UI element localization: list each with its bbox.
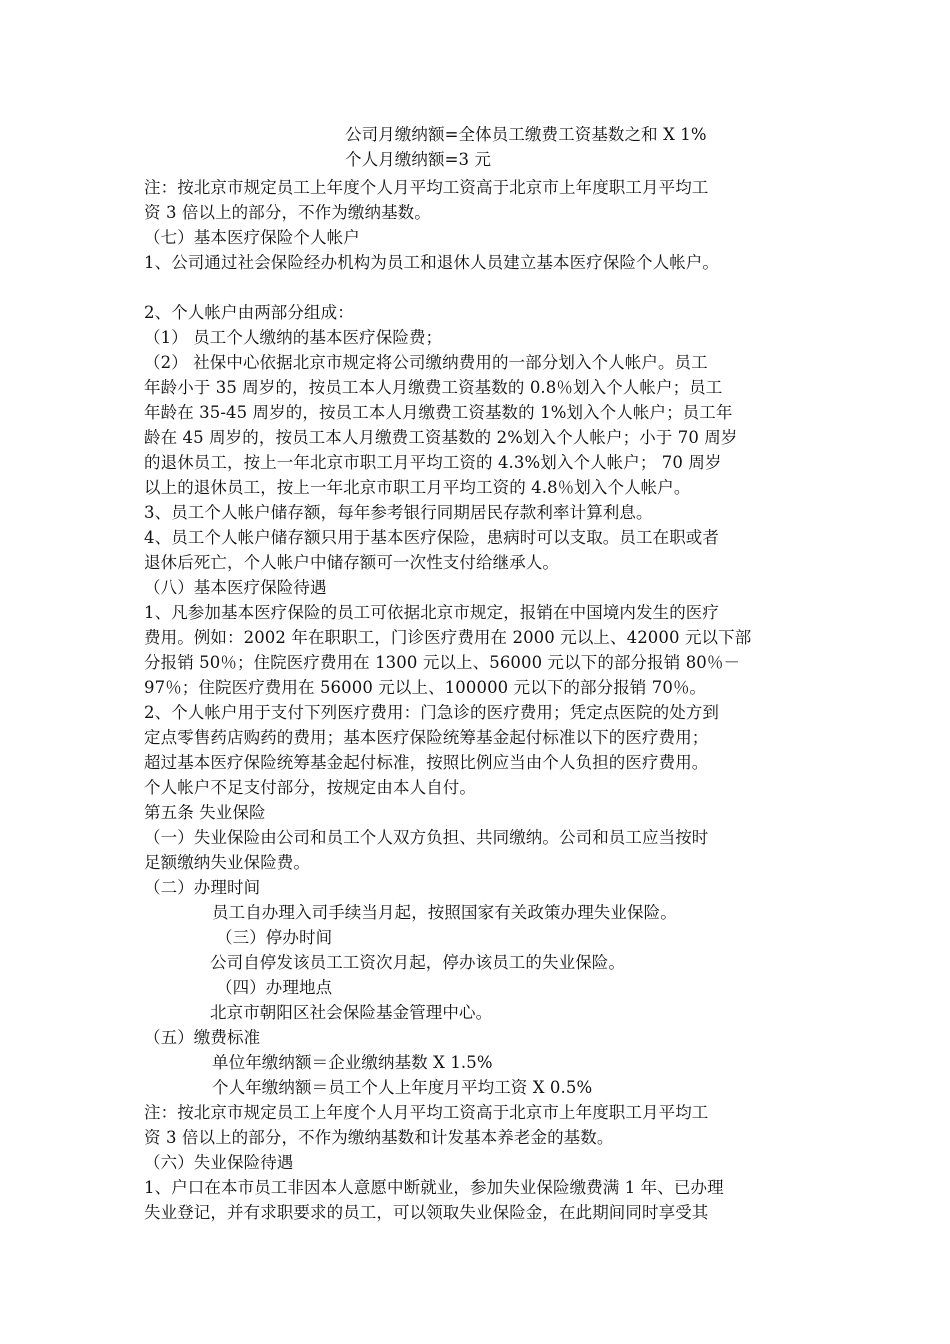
formula-line: 个人年缴纳额＝员工个人上年度月平均工资 X 0.5% xyxy=(212,1078,593,1097)
paragraph-line: 2、个人帐户用于支付下列医疗费用：门急诊的医疗费用；凭定点医院的处方到 xyxy=(144,703,719,722)
formula-company-monthly: 公司月缴纳额=全体员工缴费工资基数之和 X 1% xyxy=(345,125,707,144)
section-heading: （七）基本医疗保险个人帐户 xyxy=(144,228,360,247)
paragraph-line: 2、个人帐户由两部分组成： xyxy=(144,303,354,322)
paragraph-line: 年龄小于 35 周岁的，按员工本人月缴费工资基数的 0.8％划入个人帐户；员工 xyxy=(144,378,723,397)
paragraph-line: 个人帐户不足支付部分，按规定由本人自付。 xyxy=(144,778,476,797)
paragraph-line: 超过基本医疗保险统筹基金起付标准，按照比例应当由个人负担的医疗费用。 xyxy=(144,753,709,772)
note-line: 资 3 倍以上的部分，不作为缴纳基数和计发基本养老金的基数。 xyxy=(144,1128,614,1147)
paragraph-line: 1、户口在本市员工非因本人意愿中断就业，参加失业保险缴费满 1 年、已办理 xyxy=(144,1178,724,1197)
paragraph-line: 年龄在 35-45 周岁的，按员工本人月缴费工资基数的 1%划入个人帐户；员工年 xyxy=(144,403,733,422)
paragraph-line: （2） 社保中心依据北京市规定将公司缴纳费用的一部分划入个人帐户。员工 xyxy=(144,353,708,372)
paragraph-line: 分报销 50％；住院医疗费用在 1300 元以上、56000 元以下的部分报销 80％－ xyxy=(144,653,741,672)
paragraph-line: （一）失业保险由公司和员工个人双方负担、共同缴纳。公司和员工应当按时 xyxy=(144,828,709,847)
note-line: 注：按北京市规定员工上年度个人月平均工资高于北京市上年度职工月平均工 xyxy=(144,1103,709,1122)
paragraph-line: 公司自停发该员工工资次月起，停办该员工的失业保险。 xyxy=(210,953,625,972)
formula-line: 单位年缴纳额＝企业缴纳基数 X 1.5% xyxy=(212,1053,493,1072)
paragraph-line: 定点零售药店购药的费用；基本医疗保险统筹基金起付标准以下的医疗费用； xyxy=(144,728,709,747)
paragraph-line: 4、员工个人帐户储存额只用于基本医疗保险，患病时可以支取。员工在职或者 xyxy=(144,528,719,547)
paragraph-line: 员工自办理入司手续当月起，按照国家有关政策办理失业保险。 xyxy=(212,903,677,922)
note-line: 资 3 倍以上的部分，不作为缴纳基数。 xyxy=(144,203,431,222)
paragraph-line: 以上的退休员工，按上一年北京市职工月平均工资的 4.8％划入个人帐户。 xyxy=(144,478,691,497)
paragraph-line: 费用。例如：2002 年在职职工，门诊医疗费用在 2000 元以上、42000 元以下部 xyxy=(144,628,752,647)
section-heading: （八）基本医疗保险待遇 xyxy=(144,578,327,597)
paragraph-line: 1、凡参加基本医疗保险的员工可依据北京市规定，报销在中国境内发生的医疗 xyxy=(144,603,719,622)
paragraph-line: 北京市朝阳区社会保险基金管理中心。 xyxy=(210,1003,493,1022)
section-heading: （六）失业保险待遇 xyxy=(144,1153,294,1172)
paragraph-line: 失业登记，并有求职要求的员工，可以领取失业保险金，在此期间同时享受其 xyxy=(144,1203,709,1222)
paragraph-line: 3、员工个人帐户储存额，每年参考银行同期居民存款利率计算利息。 xyxy=(144,503,653,522)
paragraph-line: （1） 员工个人缴纳的基本医疗保险费； xyxy=(144,328,443,347)
paragraph-line: 1、公司通过社会保险经办机构为员工和退休人员建立基本医疗保险个人帐户。 xyxy=(144,253,719,272)
article-heading: 第五条 失业保险 xyxy=(144,803,266,822)
note-line: 注：按北京市规定员工上年度个人月平均工资高于北京市上年度职工月平均工 xyxy=(144,178,709,197)
section-heading: （五）缴费标准 xyxy=(144,1028,261,1047)
paragraph-line: 退休后死亡，个人帐户中储存额可一次性支付给继承人。 xyxy=(144,553,559,572)
section-heading: （三）停办时间 xyxy=(216,928,333,947)
section-heading: （四）办理地点 xyxy=(216,978,333,997)
formula-personal-monthly: 个人月缴纳额=3 元 xyxy=(345,150,492,169)
section-heading: （二）办理时间 xyxy=(144,878,261,897)
paragraph-line: 的退休员工，按上一年北京市职工月平均工资的 4.3%划入个人帐户； 70 周岁 xyxy=(144,453,722,472)
paragraph-line: 97％；住院医疗费用在 56000 元以上、100000 元以下的部分报销 70％。 xyxy=(144,678,707,697)
paragraph-line: 足额缴纳失业保险费。 xyxy=(144,853,310,872)
paragraph-line: 龄在 45 周岁的，按员工本人月缴费工资基数的 2%划入个人帐户；小于 70 周岁 xyxy=(144,428,738,447)
